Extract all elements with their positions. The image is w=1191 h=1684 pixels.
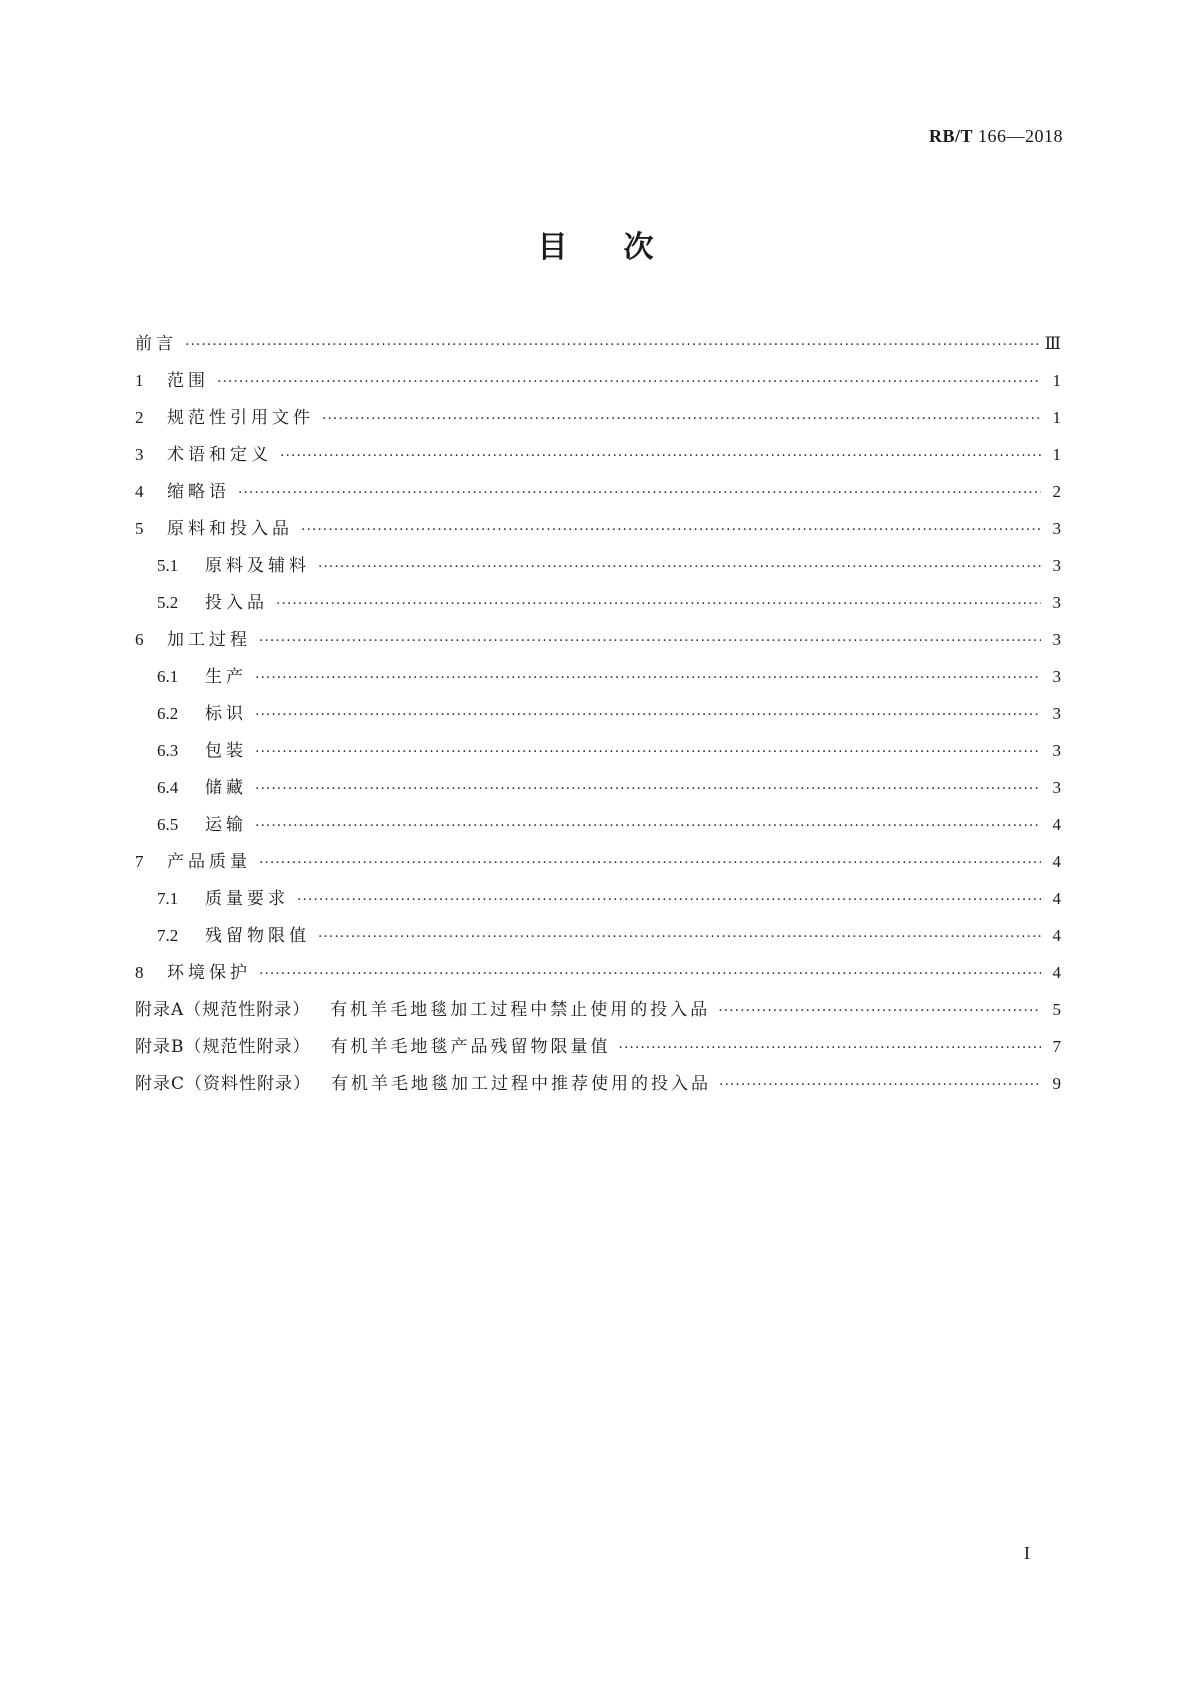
toc-entry-title: 有机羊毛地毯加工过程中禁止使用的投入品 <box>330 1000 711 1020</box>
toc-entry-number: 2 <box>135 408 144 427</box>
toc-entry-abbreviations[interactable] <box>135 473 1061 510</box>
toc-entry-title: 加工过程 <box>167 630 251 650</box>
toc-entry-labeling[interactable] <box>135 695 1061 732</box>
toc-entry-title: 术语和定义 <box>167 445 272 465</box>
toc-entry-number: 6.5 <box>157 815 179 834</box>
toc-entry-number: 6.1 <box>157 667 179 686</box>
toc-entry-terms-definitions[interactable] <box>135 436 1061 473</box>
toc-entry-number: 4 <box>135 482 144 501</box>
toc-leader-dots <box>255 808 1041 845</box>
toc-leader-dots <box>301 512 1041 549</box>
toc-entry-page: 1 <box>1052 445 1061 464</box>
toc-entry-number: 6.3 <box>157 741 179 760</box>
toc-entry-title: 原料和投入品 <box>167 519 293 539</box>
toc-entry-title: 残留物限值 <box>205 926 310 946</box>
toc-entry-page: 4 <box>1052 889 1061 908</box>
toc-leader-dots <box>276 586 1041 623</box>
toc-entry-title: 质量要求 <box>205 889 289 909</box>
toc-leader-dots <box>259 623 1041 660</box>
toc-entry-page: 1 <box>1052 371 1061 390</box>
toc-leader-dots <box>322 401 1041 438</box>
toc-leader-dots <box>719 1067 1041 1104</box>
toc-entry-foreword[interactable] <box>135 325 1061 362</box>
toc-entry-number: 7.1 <box>157 889 179 908</box>
toc-leader-dots <box>619 1030 1042 1067</box>
toc-leader-dots <box>217 364 1041 401</box>
toc-entry-page: 4 <box>1052 852 1061 871</box>
toc-entry-title: 包装 <box>205 741 247 761</box>
toc-entry-page: 5 <box>1052 1000 1061 1019</box>
toc-entry-number: 6.4 <box>157 778 179 797</box>
toc-entry-number: 5.2 <box>157 593 179 612</box>
annex-label: 附录C（资料性附录） <box>135 1074 312 1094</box>
toc-entry-title: 产品质量 <box>167 852 251 872</box>
toc-entry-number: 7.2 <box>157 926 179 945</box>
toc-entry-page: 3 <box>1052 556 1061 575</box>
toc-entry-title: 缩略语 <box>167 482 230 502</box>
toc-entry-raw-materials[interactable] <box>135 547 1061 584</box>
toc-entry-page: 3 <box>1052 593 1061 612</box>
toc-entry-page: 3 <box>1052 741 1061 760</box>
toc-entry-normative-references[interactable] <box>135 399 1061 436</box>
toc-entry-number: 6 <box>135 630 144 649</box>
standard-code <box>929 126 1063 147</box>
toc-entry-title: 运输 <box>205 815 247 835</box>
toc-entry-title: 储藏 <box>205 778 247 798</box>
toc-entry-residue-limits[interactable] <box>135 917 1061 954</box>
toc-entry-production[interactable] <box>135 658 1061 695</box>
toc-entry-inputs[interactable] <box>135 584 1061 621</box>
standard-number: 166—2018 <box>978 126 1063 146</box>
toc-entry-title: 范围 <box>167 371 209 391</box>
toc-entry-annex-a[interactable] <box>135 991 1061 1028</box>
toc-entry-page: 3 <box>1052 778 1061 797</box>
standard-prefix: RB/T <box>928 126 973 146</box>
toc-entry-number: 1 <box>135 371 144 390</box>
toc-leader-dots <box>238 475 1041 512</box>
toc-entry-page: 4 <box>1052 815 1061 834</box>
toc-entry-title: 规范性引用文件 <box>167 408 314 428</box>
toc-entry-number: 6.2 <box>157 704 179 723</box>
toc-leader-dots <box>318 919 1041 956</box>
toc-entry-number: 5.1 <box>157 556 179 575</box>
toc-entry-title: 投入品 <box>205 593 268 613</box>
toc-entry-title: 前言 <box>135 334 177 354</box>
toc-entry-processing[interactable] <box>135 621 1061 658</box>
toc-leader-dots <box>255 771 1041 808</box>
toc-entry-title: 生产 <box>205 667 247 687</box>
toc-entry-product-quality[interactable] <box>135 843 1061 880</box>
toc-entry-annex-b[interactable] <box>135 1028 1061 1065</box>
toc-entry-title: 原料及辅料 <box>205 556 310 576</box>
toc-entry-annex-c[interactable] <box>135 1065 1061 1102</box>
toc-entry-page: 9 <box>1052 1074 1061 1093</box>
toc-leader-dots <box>718 993 1041 1030</box>
annex-label: 附录B（规范性附录） <box>135 1037 311 1057</box>
toc-entry-environmental-protection[interactable] <box>135 954 1061 991</box>
toc-leader-dots <box>255 734 1041 771</box>
toc-entry-page: 4 <box>1052 963 1061 982</box>
toc-entry-scope[interactable] <box>135 362 1061 399</box>
toc-entry-page: Ⅲ <box>1044 334 1061 353</box>
toc-entry-number: 8 <box>135 963 144 982</box>
page-title: 目次 <box>537 230 710 265</box>
toc-entry-page: 3 <box>1052 704 1061 723</box>
toc-entry-page: 3 <box>1052 519 1061 538</box>
toc-entry-page: 3 <box>1052 667 1061 686</box>
toc-entry-title: 有机羊毛地毯加工过程中推荐使用的投入品 <box>331 1074 712 1094</box>
toc-leader-dots <box>255 697 1041 734</box>
toc-entry-page: 1 <box>1052 408 1061 427</box>
toc-entry-transport[interactable] <box>135 806 1061 843</box>
toc-entry-packaging[interactable] <box>135 732 1061 769</box>
toc-entry-title: 有机羊毛地毯产品残留物限量值 <box>330 1037 611 1057</box>
page-number: I <box>1024 1543 1030 1563</box>
toc-leader-dots <box>259 956 1041 993</box>
toc-leader-dots <box>280 438 1041 475</box>
toc-leader-dots <box>259 845 1041 882</box>
toc-entry-number: 3 <box>135 445 144 464</box>
toc-entry-quality-requirements[interactable] <box>135 880 1061 917</box>
toc-entry-page: 4 <box>1052 926 1061 945</box>
toc-entry-page: 7 <box>1052 1037 1061 1056</box>
annex-label: 附录A（规范性附录） <box>135 1000 311 1020</box>
toc-entry-page: 2 <box>1052 482 1061 501</box>
toc-entry-number: 7 <box>135 852 144 871</box>
toc-leader-dots <box>185 327 1039 364</box>
toc-entry-materials-inputs[interactable] <box>135 510 1061 547</box>
toc-leader-dots <box>318 549 1041 586</box>
toc-entry-page: 3 <box>1052 630 1061 649</box>
toc-leader-dots <box>255 660 1041 697</box>
toc-entry-title: 标识 <box>205 704 247 724</box>
toc-entry-storage[interactable] <box>135 769 1061 806</box>
toc-leader-dots <box>297 882 1041 919</box>
table-of-contents <box>135 325 1061 1102</box>
toc-entry-number: 5 <box>135 519 144 538</box>
toc-entry-title: 环境保护 <box>167 963 251 983</box>
